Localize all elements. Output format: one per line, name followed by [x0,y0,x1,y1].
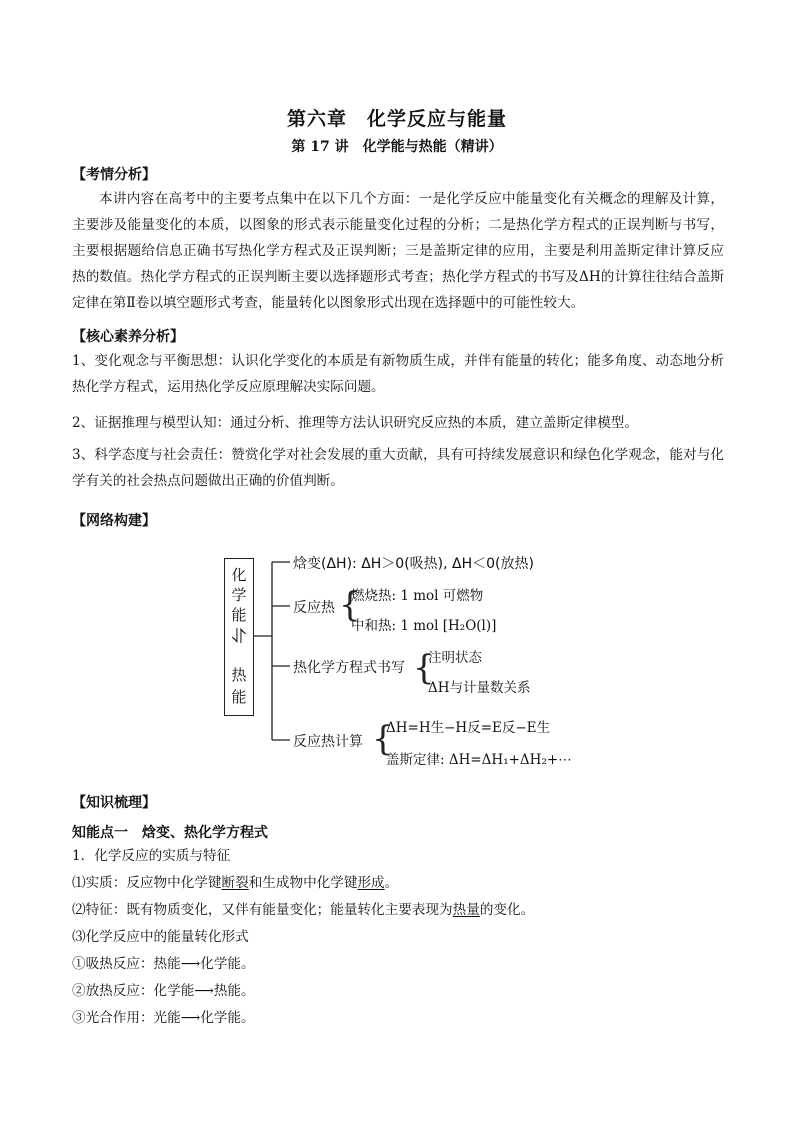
dh-coefficient: ΔH与计量数关系 [428,680,531,696]
knowledge-line: ①吸热反应：热能⟶化学能。 [72,956,255,972]
knowledge-line: ③光合作用：光能⟶化学能。 [72,1010,255,1026]
text-run: 。 [384,875,399,891]
branch-thermo-equation: 热化学方程式书写 [293,660,405,676]
exam-analysis-text: 本讲内容在高考中的主要考点集中在以下几个方面：一是化学反应中能量变化有关概念的理解及计算，主要涉及能量变化的本质，以图象的形式表示能量变化过程的分析；二是热化学方程式的正误判断与书写，主要根据题给信息正确书写热化学方程式及正误判断；三是盖斯定律的应用，主要是利用盖斯定律计算反应热的数值。热化学方程式的正误判断主要以选择题形式考查；热化学方程式的书写及ΔH的计算往往结合盖斯定律在第Ⅱ卷以填空题形式考查，能量转化以图象形式出现在选择题中的可能性较大。 [72,191,724,311]
lesson-title: 第 17 讲 化学能与热能（精讲） [291,139,503,155]
root-char: 学 [231,586,247,604]
underlined-term: 断裂 [221,875,249,891]
text-run: 和生成物中化学键 [248,875,358,891]
chapter-title: 第六章 化学反应与能量 [286,108,507,130]
literacy-item-3: 3、科学态度与社会责任：赞赏化学对社会发展的重大贡献，具有可持续发展意识和绿色化学观念，能对与化学有关的社会热点问题做出正确的价值判断。 [72,447,724,489]
root-char: 能 [231,606,247,624]
state-note: 注明状态 [428,650,482,666]
combustion-heat: 燃烧热: 1 mol 可燃物 [351,588,484,604]
knowledge-line: 1．化学反应的实质与特征 [72,848,231,864]
equilibrium-arrow-icon: ⥯ [231,624,247,648]
literacy-item-1: 1、变化观念与平衡思想：认识化学变化的本质是有新物质生成，并伴有能量的转化；能多角度、动态地分析热化学方程式，运用热化学反应原理解决实际问题。 [72,353,724,395]
branch-heat-calculation: 反应热计算 [293,734,363,750]
enthalpy-formula: ΔH=H生−H反=E反−E生 [386,720,551,736]
literacy-item-2: 2、证据推理与模型认知：通过分析、推理等方法认识研究反应热的本质，建立盖斯定律模型。 [72,415,638,431]
underlined-term: 热量 [452,902,480,918]
knowledge-point-1: 知能点一 焓变、热化学方程式 [72,825,268,841]
literacy-heading: 【核心素养分析】 [72,329,184,345]
brace-icon: { [413,648,435,688]
knowledge-line: ②放热反应：化学能⟶热能。 [72,983,255,999]
knowledge-line: ⑶化学反应中的能量转化形式 [72,929,249,945]
hess-law: 盖斯定律: ΔH=ΔH₁+ΔH₂+⋯ [386,752,572,768]
text-run: ⑴实质：反应物中化学键 [72,875,222,891]
knowledge-line [72,873,732,893]
text-run: ⑵特征：既有物质变化，又伴有能量变化；能量转化主要表现为 [72,902,453,918]
branch-reaction-heat: 反应热 [293,600,335,616]
text-run: 的变化。 [479,902,535,918]
root-char: 能 [231,688,247,706]
knowledge-heading: 【知识梳理】 [72,795,156,811]
brace-icon: { [339,585,361,625]
network-heading: 【网络构建】 [72,513,156,529]
root-char: 热 [231,666,247,684]
knowledge-line [72,900,732,920]
underlined-term: 形成 [357,875,385,891]
exam-analysis-heading: 【考情分析】 [72,167,156,183]
neutralization-heat: 中和热: 1 mol [H₂O(l)] [351,618,497,634]
brace-icon: { [372,719,394,759]
root-char: 化 [231,566,247,584]
branch-enthalpy: 焓变(ΔH): ΔH＞0(吸热), ΔH＜0(放热) [293,556,534,572]
